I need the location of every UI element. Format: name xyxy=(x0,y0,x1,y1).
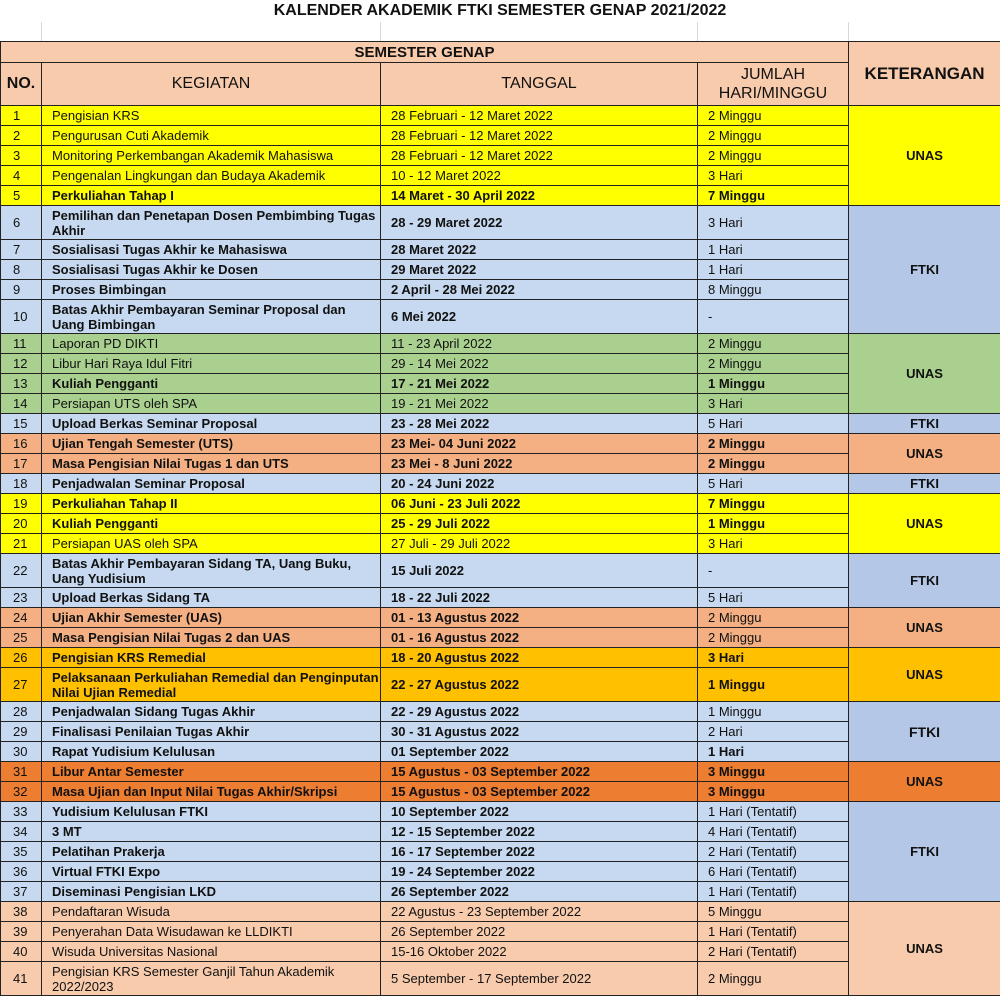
table-row xyxy=(1,334,1000,354)
kegiatan-cell: Pelatihan Prakerja xyxy=(42,842,381,862)
row-number: 39 xyxy=(1,922,42,942)
tanggal-cell: 23 - 28 Mei 2022 xyxy=(381,414,698,434)
row-number: 8 xyxy=(1,260,42,280)
tanggal-cell: 01 - 13 Agustus 2022 xyxy=(381,608,698,628)
keterangan-cell: FTKI xyxy=(849,474,1000,494)
table-row xyxy=(1,434,1000,454)
row-number: 41 xyxy=(1,962,42,996)
tanggal-cell: 29 - 14 Mei 2022 xyxy=(381,354,698,374)
tanggal-cell: 22 - 27 Agustus 2022 xyxy=(381,668,698,702)
jumlah-cell: 2 Minggu xyxy=(698,962,849,996)
row-number: 28 xyxy=(1,702,42,722)
row-number: 2 xyxy=(1,126,42,146)
kegiatan-cell: Pengisian KRS Semester Ganjil Tahun Akademik 2022/2023 xyxy=(42,962,381,996)
tanggal-cell: 18 - 22 Juli 2022 xyxy=(381,588,698,608)
jumlah-cell: 1 Minggu xyxy=(698,374,849,394)
kegiatan-cell: Kuliah Pengganti xyxy=(42,374,381,394)
row-number: 9 xyxy=(1,280,42,300)
kegiatan-cell: Penjadwalan Sidang Tugas Akhir xyxy=(42,702,381,722)
keterangan-cell: FTKI xyxy=(849,554,1000,608)
tanggal-cell: 29 Maret 2022 xyxy=(381,260,698,280)
tanggal-cell: 15 Juli 2022 xyxy=(381,554,698,588)
tanggal-cell: 17 - 21 Mei 2022 xyxy=(381,374,698,394)
keterangan-cell: FTKI xyxy=(849,702,1000,762)
jumlah-cell: 1 Hari xyxy=(698,240,849,260)
jumlah-cell: 7 Minggu xyxy=(698,494,849,514)
tanggal-cell: 27 Juli - 29 Juli 2022 xyxy=(381,534,698,554)
kegiatan-cell: Pengenalan Lingkungan dan Budaya Akademik xyxy=(42,166,381,186)
jumlah-cell: 3 Hari xyxy=(698,534,849,554)
jumlah-cell: - xyxy=(698,300,849,334)
jumlah-cell: 2 Minggu xyxy=(698,146,849,166)
row-number: 32 xyxy=(1,782,42,802)
kegiatan-cell: Batas Akhir Pembayaran Seminar Proposal dan Uang Bimbingan xyxy=(42,300,381,334)
kegiatan-cell: Penjadwalan Seminar Proposal xyxy=(42,474,381,494)
row-number: 19 xyxy=(1,494,42,514)
kegiatan-cell: Diseminasi Pengisian LKD xyxy=(42,882,381,902)
tanggal-cell: 14 Maret - 30 April 2022 xyxy=(381,186,698,206)
tanggal-cell: 28 Februari - 12 Maret 2022 xyxy=(381,126,698,146)
jumlah-cell: 2 Minggu xyxy=(698,106,849,126)
kegiatan-cell: Batas Akhir Pembayaran Sidang TA, Uang Buku, Uang Yudisium xyxy=(42,554,381,588)
jumlah-cell: 1 Hari (Tentatif) xyxy=(698,802,849,822)
row-number: 3 xyxy=(1,146,42,166)
jumlah-cell: 5 Hari xyxy=(698,474,849,494)
jumlah-cell: 2 Minggu xyxy=(698,126,849,146)
kegiatan-cell: Persiapan UTS oleh SPA xyxy=(42,394,381,414)
tanggal-cell: 10 - 12 Maret 2022 xyxy=(381,166,698,186)
tanggal-cell: 5 September - 17 September 2022 xyxy=(381,962,698,996)
tanggal-cell: 22 - 29 Agustus 2022 xyxy=(381,702,698,722)
row-number: 40 xyxy=(1,942,42,962)
kegiatan-cell: Virtual FTKI Expo xyxy=(42,862,381,882)
tanggal-cell: 6 Mei 2022 xyxy=(381,300,698,334)
keterangan-cell: UNAS xyxy=(849,434,1000,474)
row-number: 35 xyxy=(1,842,42,862)
table-row xyxy=(1,648,1000,668)
row-number: 17 xyxy=(1,454,42,474)
kegiatan-cell: Ujian Akhir Semester (UAS) xyxy=(42,608,381,628)
table-row xyxy=(1,106,1000,126)
jumlah-cell: 2 Hari xyxy=(698,722,849,742)
row-number: 13 xyxy=(1,374,42,394)
jumlah-cell: 1 Hari (Tentatif) xyxy=(698,922,849,942)
row-number: 12 xyxy=(1,354,42,374)
tanggal-cell: 23 Mei - 8 Juni 2022 xyxy=(381,454,698,474)
tanggal-cell: 28 Februari - 12 Maret 2022 xyxy=(381,106,698,126)
kegiatan-cell: Finalisasi Penilaian Tugas Akhir xyxy=(42,722,381,742)
keterangan-cell: UNAS xyxy=(849,608,1000,648)
row-number: 37 xyxy=(1,882,42,902)
tanggal-cell: 12 - 15 September 2022 xyxy=(381,822,698,842)
jumlah-header: JUMLAH HARI/MINGGU xyxy=(698,63,849,106)
jumlah-cell: 2 Hari (Tentatif) xyxy=(698,942,849,962)
jumlah-cell: 1 Hari xyxy=(698,260,849,280)
jumlah-cell: 3 Hari xyxy=(698,648,849,668)
keterangan-cell: UNAS xyxy=(849,334,1000,414)
jumlah-cell: 3 Hari xyxy=(698,206,849,240)
jumlah-cell: - xyxy=(698,554,849,588)
row-number: 25 xyxy=(1,628,42,648)
row-number: 16 xyxy=(1,434,42,454)
kegiatan-cell: Perkuliahan Tahap I xyxy=(42,186,381,206)
jumlah-cell: 1 Minggu xyxy=(698,514,849,534)
jumlah-cell: 3 Hari xyxy=(698,394,849,414)
jumlah-cell: 1 Hari (Tentatif) xyxy=(698,882,849,902)
kegiatan-cell: Sosialisasi Tugas Akhir ke Mahasiswa xyxy=(42,240,381,260)
kegiatan-cell: Pengisian KRS xyxy=(42,106,381,126)
tanggal-cell: 26 September 2022 xyxy=(381,922,698,942)
keterangan-cell: FTKI xyxy=(849,802,1000,902)
jumlah-cell: 5 Hari xyxy=(698,588,849,608)
keterangan-cell: UNAS xyxy=(849,494,1000,554)
table-row xyxy=(1,802,1000,822)
row-number: 24 xyxy=(1,608,42,628)
tanggal-cell: 28 Februari - 12 Maret 2022 xyxy=(381,146,698,166)
tanggal-cell: 10 September 2022 xyxy=(381,802,698,822)
academic-calendar-table xyxy=(0,41,1000,996)
tanggal-cell: 01 September 2022 xyxy=(381,742,698,762)
tanggal-cell: 25 - 29 Juli 2022 xyxy=(381,514,698,534)
jumlah-cell: 2 Minggu xyxy=(698,434,849,454)
jumlah-cell: 1 Minggu xyxy=(698,702,849,722)
jumlah-cell: 3 Minggu xyxy=(698,762,849,782)
kegiatan-cell: Libur Antar Semester xyxy=(42,762,381,782)
kegiatan-cell: Wisuda Universitas Nasional xyxy=(42,942,381,962)
jumlah-cell: 6 Hari (Tentatif) xyxy=(698,862,849,882)
kegiatan-header: KEGIATAN xyxy=(42,63,381,106)
jumlah-cell: 4 Hari (Tentatif) xyxy=(698,822,849,842)
tanggal-cell: 22 Agustus - 23 September 2022 xyxy=(381,902,698,922)
jumlah-cell: 2 Hari (Tentatif) xyxy=(698,842,849,862)
row-number: 23 xyxy=(1,588,42,608)
row-number: 22 xyxy=(1,554,42,588)
kegiatan-cell: Persiapan UAS oleh SPA xyxy=(42,534,381,554)
table-body xyxy=(1,106,1000,996)
table-row xyxy=(1,554,1000,588)
tanggal-cell: 28 Maret 2022 xyxy=(381,240,698,260)
keterangan-header: KETERANGAN xyxy=(849,42,1000,106)
kegiatan-cell: Monitoring Perkembangan Akademik Mahasiswa xyxy=(42,146,381,166)
kegiatan-cell: Perkuliahan Tahap II xyxy=(42,494,381,514)
tanggal-cell: 15 Agustus - 03 September 2022 xyxy=(381,782,698,802)
tanggal-cell: 19 - 21 Mei 2022 xyxy=(381,394,698,414)
kegiatan-cell: Sosialisasi Tugas Akhir ke Dosen xyxy=(42,260,381,280)
kegiatan-cell: Pemilihan dan Penetapan Dosen Pembimbing Tugas Akhir xyxy=(42,206,381,240)
table-row xyxy=(1,608,1000,628)
table-row xyxy=(1,902,1000,922)
row-number: 1 xyxy=(1,106,42,126)
kegiatan-cell: Pengurusan Cuti Akademik xyxy=(42,126,381,146)
row-number: 34 xyxy=(1,822,42,842)
row-number: 36 xyxy=(1,862,42,882)
table-row xyxy=(1,206,1000,240)
table-row xyxy=(1,702,1000,722)
jumlah-cell: 2 Minggu xyxy=(698,354,849,374)
kegiatan-cell: Upload Berkas Seminar Proposal xyxy=(42,414,381,434)
kegiatan-cell: Penyerahan Data Wisudawan ke LLDIKTI xyxy=(42,922,381,942)
tanggal-cell: 19 - 24 September 2022 xyxy=(381,862,698,882)
keterangan-cell: FTKI xyxy=(849,414,1000,434)
tanggal-cell: 01 - 16 Agustus 2022 xyxy=(381,628,698,648)
row-number: 33 xyxy=(1,802,42,822)
kegiatan-cell: Libur Hari Raya Idul Fitri xyxy=(42,354,381,374)
tanggal-header: TANGGAL xyxy=(381,63,698,106)
table-row xyxy=(1,762,1000,782)
row-number: 11 xyxy=(1,334,42,354)
tanggal-cell: 20 - 24 Juni 2022 xyxy=(381,474,698,494)
keterangan-cell: UNAS xyxy=(849,106,1000,206)
tanggal-cell: 15 Agustus - 03 September 2022 xyxy=(381,762,698,782)
page-title: KALENDER AKADEMIK FTKI SEMESTER GENAP 2021/2022 xyxy=(0,0,1000,22)
jumlah-cell: 5 Minggu xyxy=(698,902,849,922)
jumlah-cell: 1 Minggu xyxy=(698,668,849,702)
jumlah-cell: 2 Minggu xyxy=(698,608,849,628)
tanggal-cell: 06 Juni - 23 Juli 2022 xyxy=(381,494,698,514)
kegiatan-cell: Masa Ujian dan Input Nilai Tugas Akhir/Skripsi xyxy=(42,782,381,802)
keterangan-cell: UNAS xyxy=(849,902,1000,996)
jumlah-cell: 3 Hari xyxy=(698,166,849,186)
tanggal-cell: 2 April - 28 Mei 2022 xyxy=(381,280,698,300)
jumlah-cell: 5 Hari xyxy=(698,414,849,434)
jumlah-cell: 3 Minggu xyxy=(698,782,849,802)
keterangan-cell: FTKI xyxy=(849,206,1000,334)
jumlah-cell: 2 Minggu xyxy=(698,454,849,474)
kegiatan-cell: Kuliah Pengganti xyxy=(42,514,381,534)
tanggal-cell: 15-16 Oktober 2022 xyxy=(381,942,698,962)
tanggal-cell: 16 - 17 September 2022 xyxy=(381,842,698,862)
row-number: 15 xyxy=(1,414,42,434)
row-number: 18 xyxy=(1,474,42,494)
no-header: NO. xyxy=(1,63,42,106)
row-number: 5 xyxy=(1,186,42,206)
tanggal-cell: 30 - 31 Agustus 2022 xyxy=(381,722,698,742)
jumlah-cell: 2 Minggu xyxy=(698,334,849,354)
row-number: 6 xyxy=(1,206,42,240)
row-number: 38 xyxy=(1,902,42,922)
row-number: 10 xyxy=(1,300,42,334)
row-number: 4 xyxy=(1,166,42,186)
jumlah-cell: 2 Minggu xyxy=(698,628,849,648)
kegiatan-cell: 3 MT xyxy=(42,822,381,842)
table-row xyxy=(1,494,1000,514)
semester-header: SEMESTER GENAP xyxy=(1,42,849,63)
kegiatan-cell: Rapat Yudisium Kelulusan xyxy=(42,742,381,762)
tanggal-cell: 11 - 23 April 2022 xyxy=(381,334,698,354)
kegiatan-cell: Pendaftaran Wisuda xyxy=(42,902,381,922)
table-row xyxy=(1,474,1000,494)
tanggal-cell: 26 September 2022 xyxy=(381,882,698,902)
row-number: 26 xyxy=(1,648,42,668)
row-number: 14 xyxy=(1,394,42,414)
kegiatan-cell: Pengisian KRS Remedial xyxy=(42,648,381,668)
row-number: 27 xyxy=(1,668,42,702)
kegiatan-cell: Proses Bimbingan xyxy=(42,280,381,300)
tanggal-cell: 28 - 29 Maret 2022 xyxy=(381,206,698,240)
jumlah-cell: 1 Hari xyxy=(698,742,849,762)
table-row xyxy=(1,414,1000,434)
keterangan-cell: UNAS xyxy=(849,762,1000,802)
keterangan-cell: UNAS xyxy=(849,648,1000,702)
row-number: 30 xyxy=(1,742,42,762)
row-number: 20 xyxy=(1,514,42,534)
jumlah-cell: 8 Minggu xyxy=(698,280,849,300)
kegiatan-cell: Masa Pengisian Nilai Tugas 1 dan UTS xyxy=(42,454,381,474)
kegiatan-cell: Laporan PD DIKTI xyxy=(42,334,381,354)
kegiatan-cell: Upload Berkas Sidang TA xyxy=(42,588,381,608)
kegiatan-cell: Masa Pengisian Nilai Tugas 2 dan UAS xyxy=(42,628,381,648)
kegiatan-cell: Yudisium Kelulusan FTKI xyxy=(42,802,381,822)
row-number: 21 xyxy=(1,534,42,554)
kegiatan-cell: Pelaksanaan Perkuliahan Remedial dan Penginputan Nilai Ujian Remedial xyxy=(42,668,381,702)
tanggal-cell: 23 Mei- 04 Juni 2022 xyxy=(381,434,698,454)
row-number: 31 xyxy=(1,762,42,782)
jumlah-cell: 7 Minggu xyxy=(698,186,849,206)
kegiatan-cell: Ujian Tengah Semester (UTS) xyxy=(42,434,381,454)
row-number: 29 xyxy=(1,722,42,742)
tanggal-cell: 18 - 20 Agustus 2022 xyxy=(381,648,698,668)
row-number: 7 xyxy=(1,240,42,260)
